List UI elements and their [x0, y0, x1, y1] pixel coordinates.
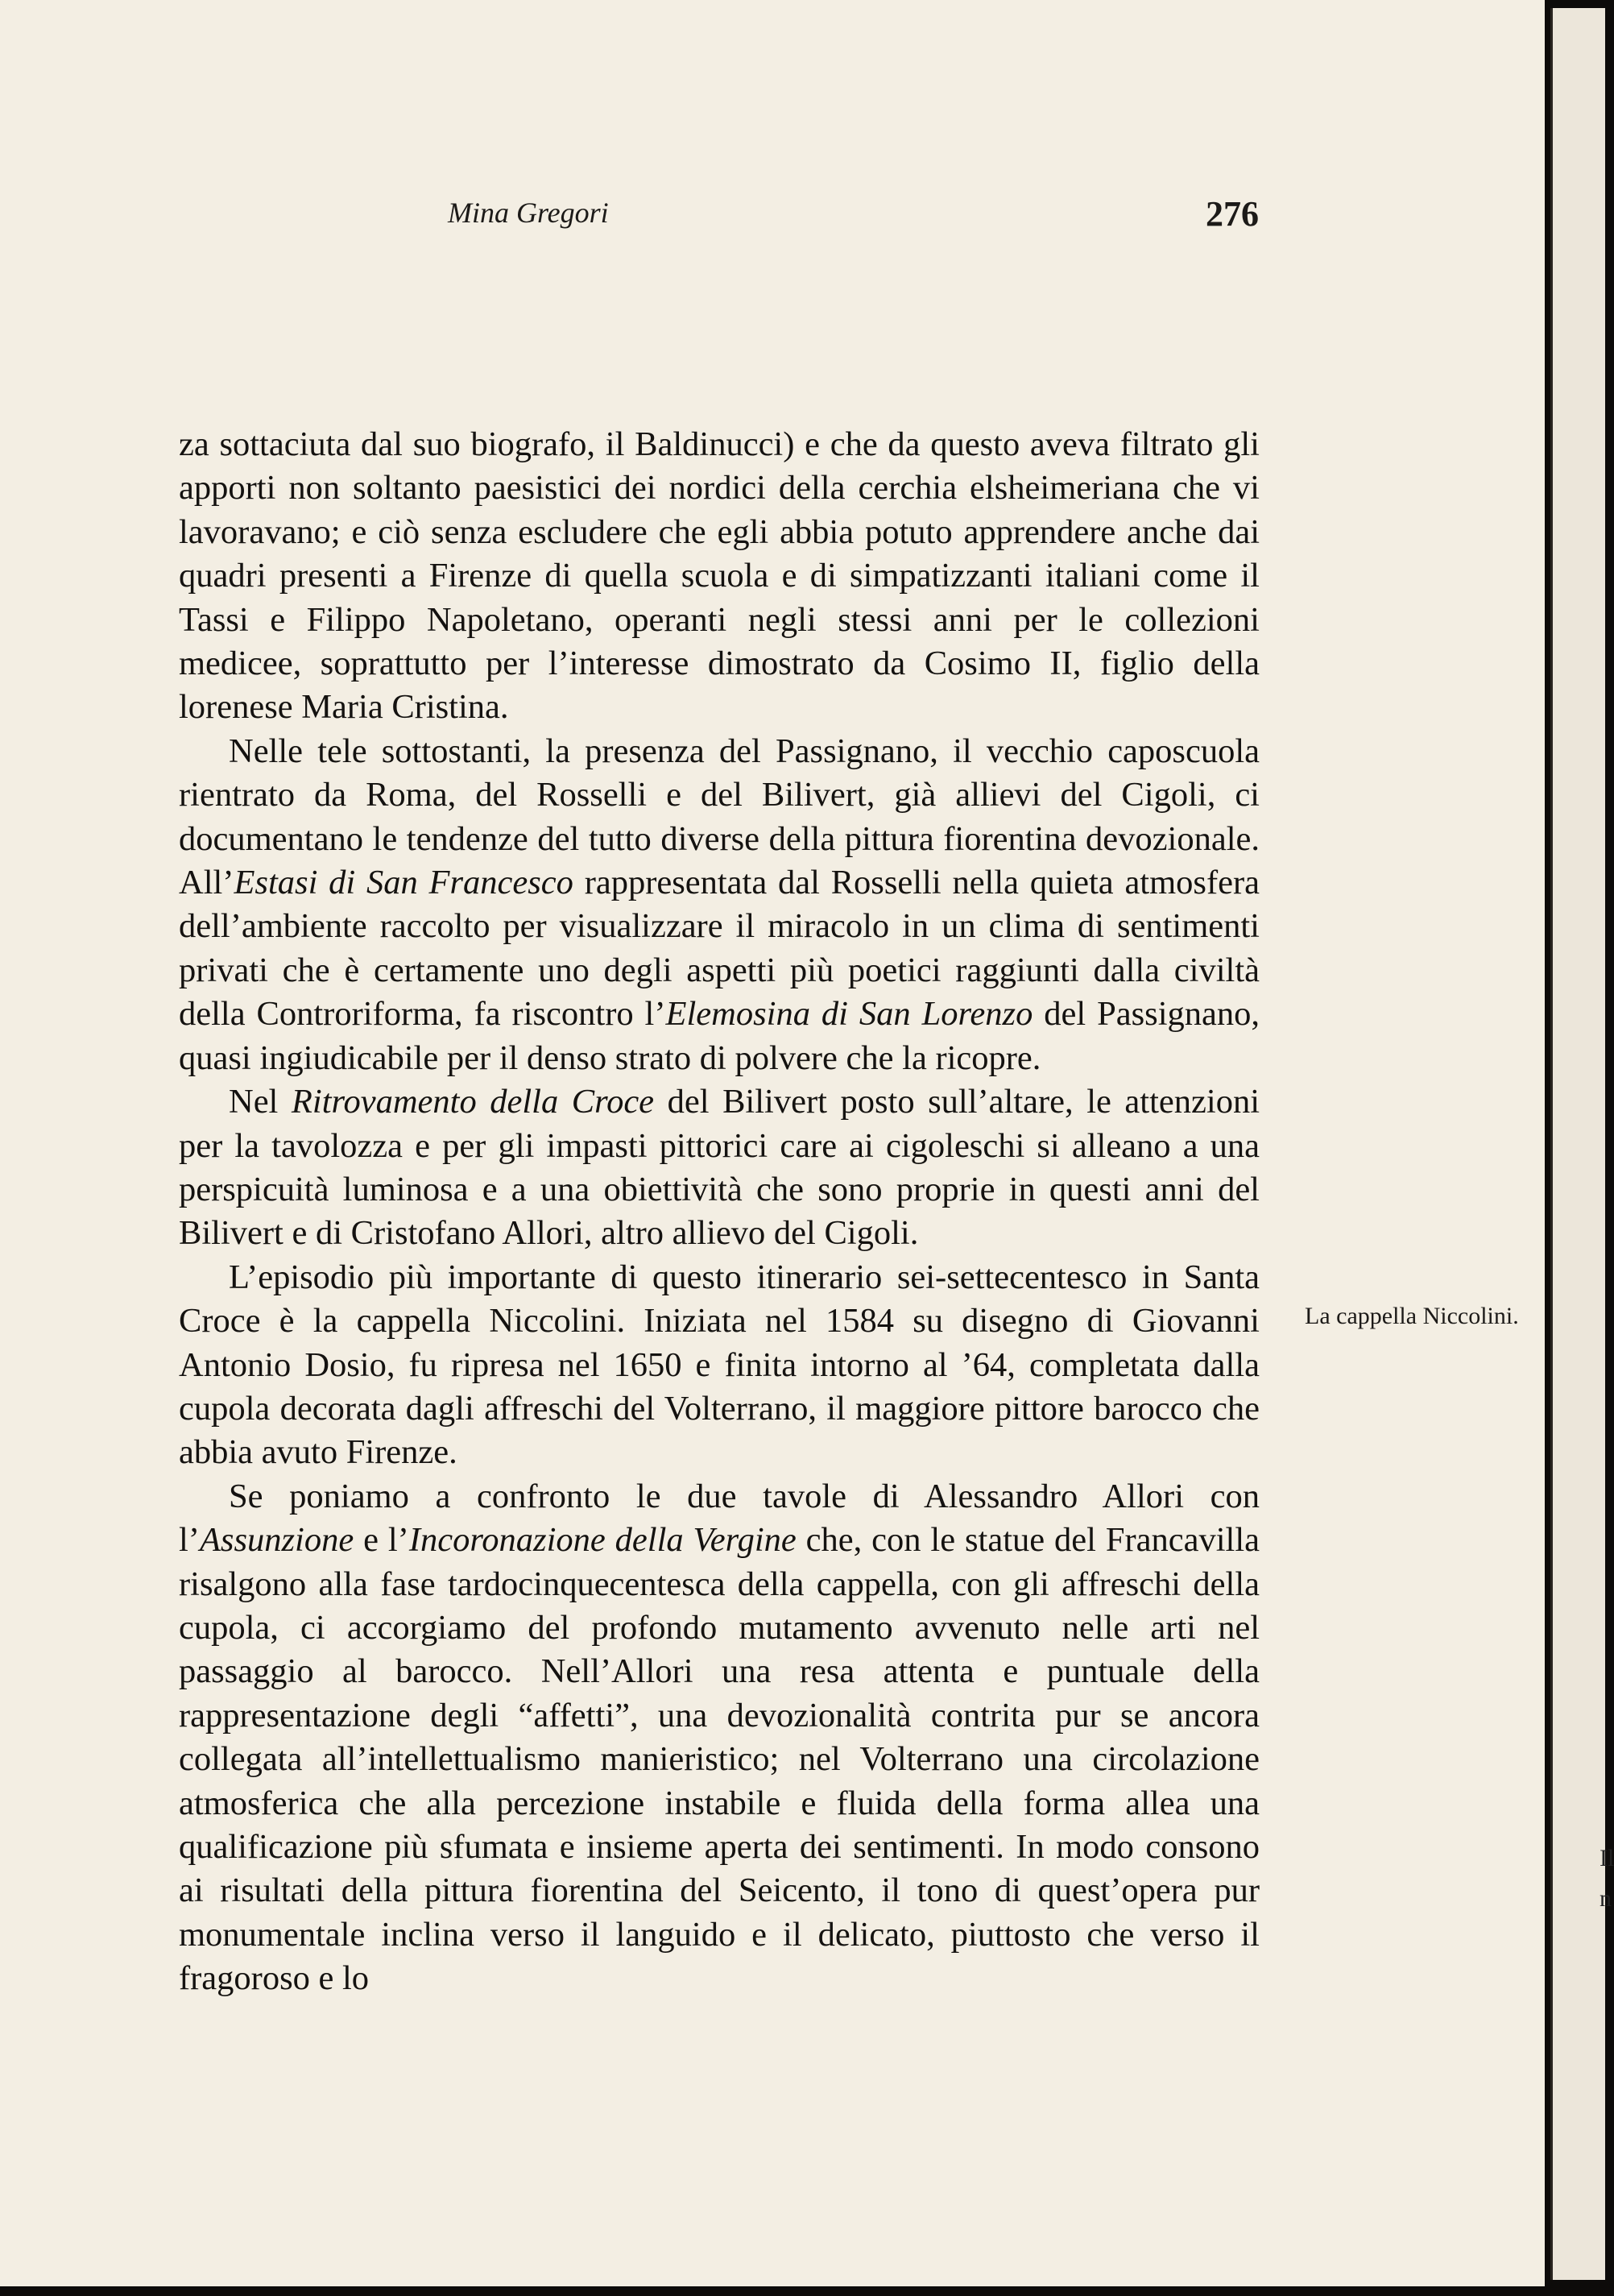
- text-run: Nelle tele sottostanti, la presenza del Passignano, il vecchio caposcuola rientrato da Roma, del Rosselli e del Bilivert, già allievi del Cigoli, ci documentano le tendenze del tutto diverse della pittura fiorentina devozionale. All’: [179, 731, 1260, 902]
- text-run: che, con le statue del Francavilla risalgono alla fase tardocinquecentesca della cappella, con gli affreschi della cupola, ci accorgiamo del profondo mutamento avvenuto nelle arti nel passaggio al barocco. Nell’Allori una resa attenta e puntuale della rappresentazione degli “affetti”, una devozionalità contrita pur se ancora collegata all’intellettualismo manieristico; nel Volterrano una circolazione atmosferica che alla percezione instabile e fluida della forma allea una qualificazione più sfumata e insieme aperta dei sentimenti. In modo consono ai risultati della pittura fiorentina del Seicento, il tono di quest’opera pur monumentale inclina verso il languido e il delicato, piuttosto che verso il fragoroso e lo: [179, 1521, 1260, 1998]
- text-run: rappresentata dal Rosselli nella quieta atmosfera dell’ambiente raccolto per visualizzare il miracolo in un clima di sentimenti privati che è certamente uno degli aspetti più poetici raggiunti dalla civiltà della Controriforma, fa riscontro l’: [179, 864, 1260, 1034]
- italic-title: Elemosina di San Lorenzo: [665, 995, 1033, 1034]
- running-head-author: Mina Gregori: [448, 197, 609, 229]
- next-page-fragment: Il: [1600, 1845, 1614, 1871]
- next-page-edge: [1550, 8, 1614, 2280]
- text-run: za sottaciuta dal suo biografo, il Baldinucci) e che da questo aveva filtrato gli apporti non soltanto paesistici dei nordici della cerchia elsheimeriana che vi lavoravano; e ciò senza escludere che egli abbia potuto apprendere anche dai quadri presenti a Firenze di quella scuola e di simpatizzanti italiani come il Tassi e Filippo Napoletano, operanti negli stessi anni per le collezioni medicee, soprattutto per l’interesse dimostrato da Cosimo II, figlio della lorenese Maria Cristina.: [179, 425, 1260, 727]
- italic-title: Ritrovamento della Croce: [291, 1083, 655, 1121]
- margin-note: La cappella Niccolini.: [1305, 1303, 1519, 1329]
- paragraph: [179, 423, 1260, 730]
- text-run: del Bilivert posto sull’altare, le attenzioni per la tavolozza e per gli impasti pittorici care ai cigoleschi si alleano a una perspicuità luminosa e a una obiettività che sono proprie in questi anni del Bilivert e di Cristofano Allori, altro allievo del Cigoli.: [179, 1083, 1260, 1253]
- body-text: [179, 423, 1260, 2001]
- text-run: Nel: [229, 1083, 292, 1121]
- page-number: 276: [1206, 194, 1259, 234]
- italic-title: Incoronazione della Vergine: [408, 1521, 797, 1560]
- text-run: del Passignano, quasi ingiudicabile per il denso strato di polvere che la ricopre.: [179, 995, 1260, 1077]
- italic-title: Assunzione: [199, 1521, 354, 1560]
- paragraph: [179, 1256, 1260, 1475]
- paragraph: [179, 1080, 1260, 1256]
- text-run: e l’: [354, 1521, 409, 1560]
- italic-title: Estasi di San Francesco: [234, 864, 573, 902]
- paragraph: [179, 1475, 1260, 2001]
- text-run: L’episodio più importante di questo itinerario sei-settecentesco in Santa Croce è la cappella Niccolini. Iniziata nel 1584 su disegno di Giovanni Antonio Dosio, fu ripresa nel 1650 e finita intorno al ’64, completata dalla cupola decorata dagli affreschi del Volterrano, il maggiore pittore barocco che abbia avuto Firenze.: [179, 1258, 1260, 1472]
- text-run: Se poniamo a confronto le due tavole di Alessandro Allori con l’: [179, 1477, 1260, 1560]
- next-page-fragment: n: [1600, 1885, 1612, 1912]
- paragraph: [179, 730, 1260, 1080]
